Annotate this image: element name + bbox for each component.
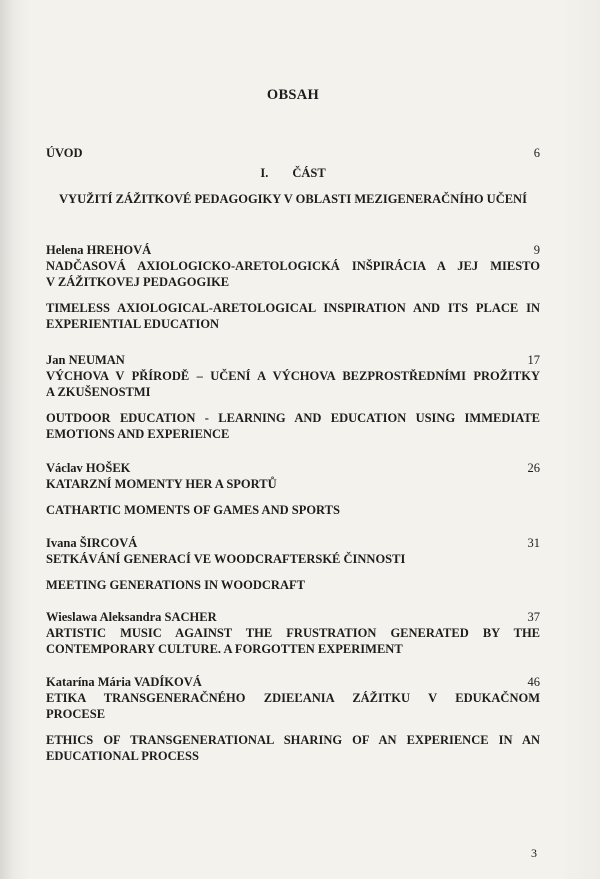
toc-entry-author: Václav HOŠEK	[46, 461, 131, 475]
toc-entry-page: 17	[527, 353, 540, 367]
toc-entry-author-line	[46, 609, 540, 625]
toc-intro-page: 6	[533, 146, 540, 160]
toc-entry-author: Wieslawa Aleksandra SACHER	[46, 610, 217, 624]
toc-entry-author: Helena HREHOVÁ	[46, 243, 152, 257]
toc-entry-english-title: OUTDOOR EDUCATION - LEARNING AND EDUCATION USING IMMEDIATE	[46, 411, 540, 425]
toc-entry-english-title-cont: EDUCATIONAL PROCESS	[46, 749, 199, 763]
toc-entry-english-title: ETHICS OF TRANSGENERATIONAL SHARING OF AN EXPERIENCE IN AN	[46, 733, 540, 747]
toc-entry-title: NADČASOVÁ AXIOLOGICKO-ARETOLOGICKÁ INŠPIRÁCIA A JEJ MIESTO	[46, 259, 540, 273]
toc-entry-title-cont: A ZKUŠENOSTMI	[46, 385, 151, 399]
toc-entry-english-title: TIMELESS AXIOLOGICAL-ARETOLOGICAL INSPIRATION AND ITS PLACE IN	[46, 301, 540, 315]
part-heading	[46, 165, 540, 181]
toc-entry-author-line	[46, 535, 540, 551]
toc-entry-author-line	[46, 352, 540, 368]
toc-entry-english-title-cont: EXPERIENTIAL EDUCATION	[46, 317, 220, 331]
toc-entry-title-cont: PROCESE	[46, 707, 106, 721]
toc-intro-label: ÚVOD	[46, 146, 83, 160]
part-title: VYUŽITÍ ZÁŽITKOVÉ PEDAGOGIKY V OBLASTI MEZIGENERAČNÍHO UČENÍ	[59, 192, 527, 206]
toc-entry-english-title: MEETING GENERATIONS IN WOODCRAFT	[46, 578, 305, 592]
part-number: I.	[260, 166, 269, 180]
toc-entry-page: 46	[527, 675, 540, 689]
toc-entry-author: Jan NEUMAN	[46, 353, 125, 367]
toc-entry-title: ETIKA TRANSGENERAČNÉHO ZDIEĽANIA ZÁŽITKU V EDUKAČNOM	[46, 691, 540, 705]
toc-entry-author-line	[46, 460, 540, 476]
toc-entry-title: KATARZNÍ MOMENTY HER A SPORTŮ	[46, 477, 277, 491]
toc-entry-page: 37	[527, 610, 540, 624]
page-number: 3	[531, 846, 537, 860]
part-label: ČÁST	[292, 166, 326, 180]
page-title: OBSAH	[266, 87, 320, 103]
toc-entry-page: 9	[533, 243, 540, 257]
toc-entry-title-cont: CONTEMPORARY CULTURE. A FORGOTTEN EXPERIMENT	[46, 642, 403, 656]
toc-entry-author: Ivana ŠIRCOVÁ	[46, 536, 138, 550]
toc-entry-page: 26	[527, 461, 540, 475]
toc-entry-page: 31	[527, 536, 540, 550]
toc-entry-title: SETKÁVÁNÍ GENERACÍ VE WOODCRAFTERSKÉ ČINNOSTI	[46, 552, 406, 566]
toc-entry-author-line	[46, 242, 540, 258]
toc-entry-english-title-cont: EMOTIONS AND EXPERIENCE	[46, 427, 230, 441]
toc-entry-author: Katarína Mária VADÍKOVÁ	[46, 675, 202, 689]
toc-entry-author-line	[46, 674, 540, 690]
toc-intro	[46, 145, 540, 161]
toc-entry-title: VÝCHOVA V PŘÍRODĚ – UČENÍ A VÝCHOVA BEZPROSTŘEDNÍMI PROŽITKY	[46, 369, 540, 383]
toc-entry-title: ARTISTIC MUSIC AGAINST THE FRUSTRATION GENERATED BY THE	[46, 626, 540, 640]
toc-entry-english-title: CATHARTIC MOMENTS OF GAMES AND SPORTS	[46, 503, 340, 517]
toc-entry-title-cont: V ZÁŽITKOVEJ PEDAGOGIKE	[46, 275, 230, 289]
